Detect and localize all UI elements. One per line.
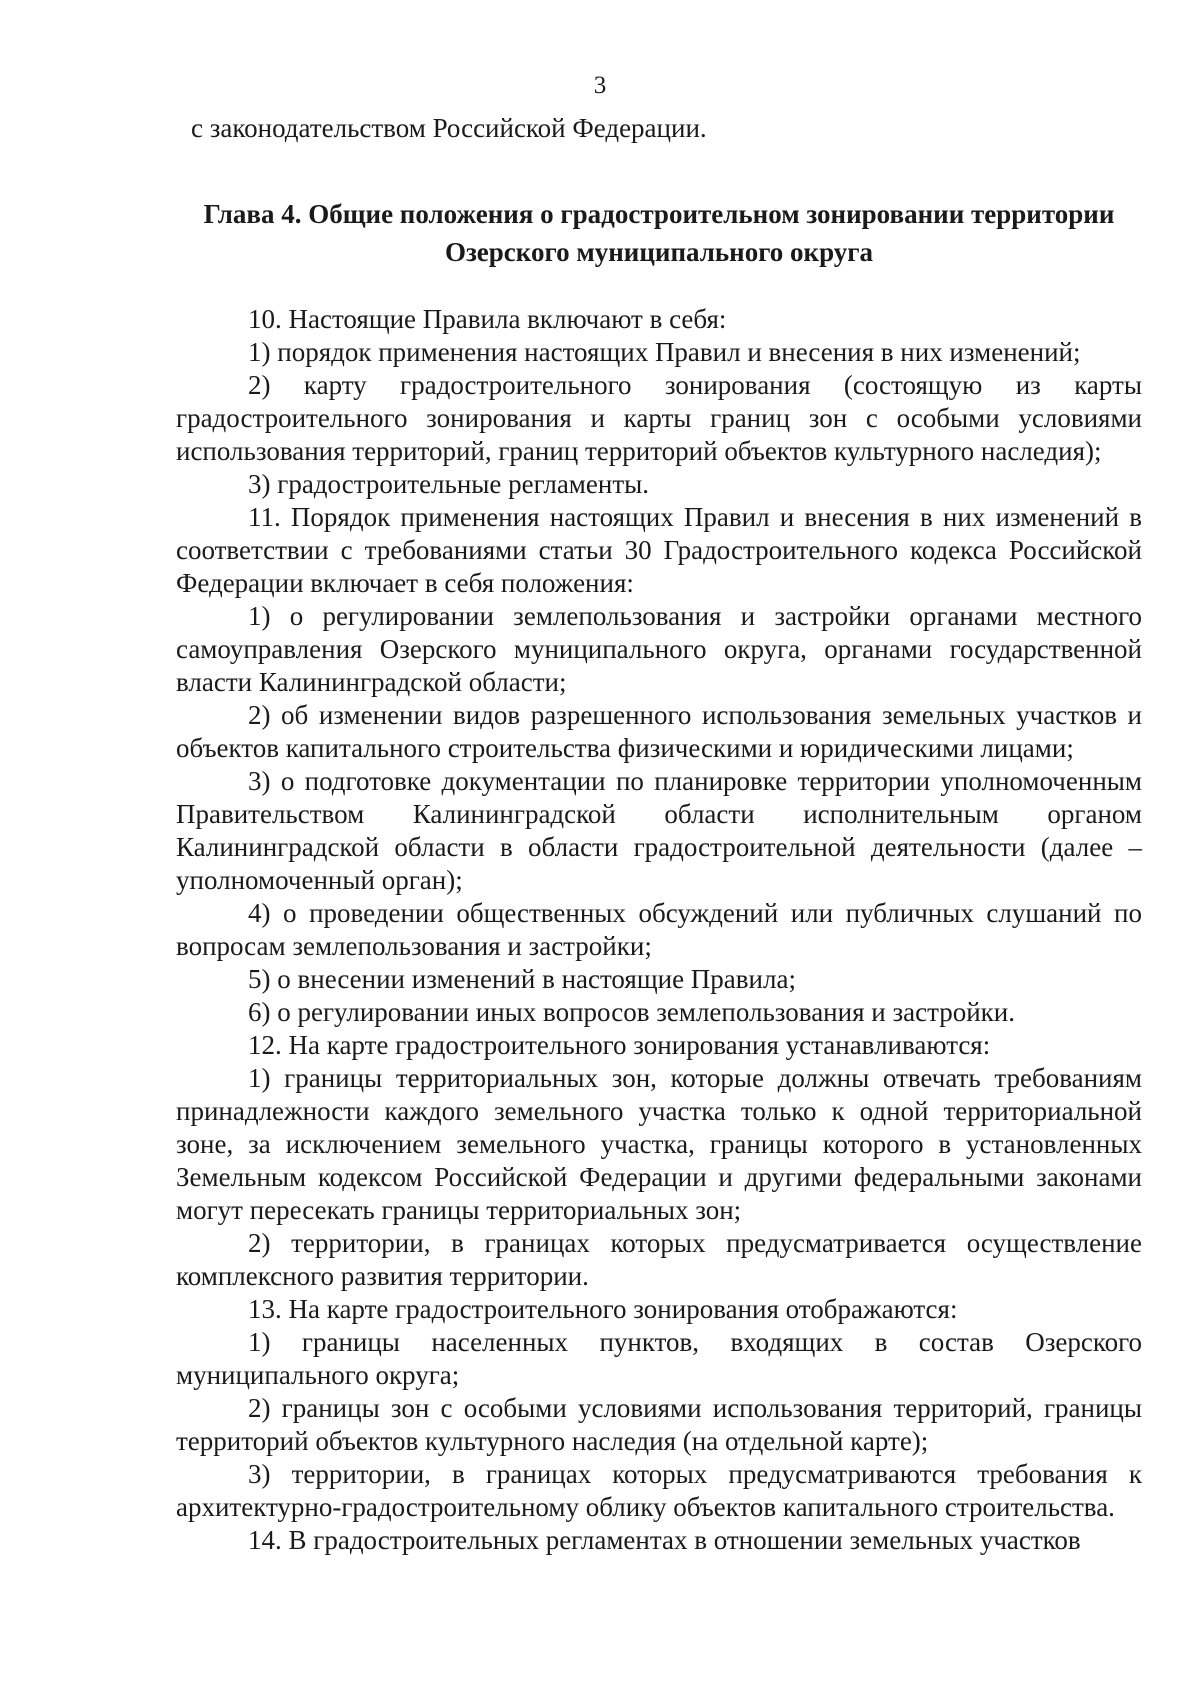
paragraph: 14. В градостроительных регламентах в отношении земельных участков bbox=[248, 1525, 1081, 1555]
page-number: 3 bbox=[593, 72, 607, 99]
paragraph: 1) границы территориальных зон, которые должны отвечать требованиям принадлежности каждого земельного участка только к одной территориальной зоне, за исключением земельного участка, границы которого в установленных Земельным кодексом Российской Федерации и другими федеральными законами могут пересекать границы территориальных зон; bbox=[176, 1063, 1142, 1225]
paragraph: 2) границы зон с особыми условиями использования территорий, границы территорий объектов культурного наследия (на отдельной карте); bbox=[176, 1393, 1142, 1456]
paragraph: 1) о регулировании землепользования и застройки органами местного самоуправления Озерского муниципального округа, органами государственной власти Калининградской области; bbox=[176, 601, 1142, 697]
paragraph: 1) границы населенных пунктов, входящих в состав Озерского муниципального округа; bbox=[176, 1327, 1142, 1390]
paragraph: 3) градостроительные регламенты. bbox=[248, 469, 650, 499]
paragraph: 13. На карте градостроительного зонирования отображаются: bbox=[248, 1294, 958, 1324]
document-body bbox=[176, 112, 1142, 1557]
paragraph: 2) карту градостроительного зонирования (состоящую из карты градостроительного зонирования и карты границ зон с особыми условиями использования территорий, границ территорий объектов культурного наследия); bbox=[176, 370, 1142, 466]
paragraph: 2) территории, в границах которых предусматривается осуществление комплексного развития территории. bbox=[176, 1228, 1142, 1291]
paragraph: 6) о регулировании иных вопросов землепользования и застройки. bbox=[248, 997, 1015, 1027]
continuation-text: с законодательством Российской Федерации. bbox=[191, 113, 707, 143]
paragraph: 1) порядок применения настоящих Правил и внесения в них изменений; bbox=[248, 337, 1081, 367]
paragraph: 10. Настоящие Правила включают в себя: bbox=[248, 304, 727, 334]
paragraph: 2) об изменении видов разрешенного использования земельных участков и объектов капитального строительства физическими и юридическими лицами; bbox=[176, 700, 1142, 763]
chapter-heading-line-1: Глава 4. Общие положения о градостроительном зонировании территории bbox=[203, 199, 1115, 229]
paragraph: 5) о внесении изменений в настоящие Правила; bbox=[248, 964, 796, 994]
paragraph: 12. На карте градостроительного зонирования устанавливаются: bbox=[248, 1030, 991, 1060]
paragraph: 11. Порядок применения настоящих Правил и внесения в них изменений в соответствии с требованиями статьи 30 Градостроительного кодекса Российской Федерации включает в себя положения: bbox=[176, 502, 1142, 598]
paragraph: 3) о подготовке документации по планировке территории уполномоченным Правительством Калининградской области исполнительным органом Калининградской области в области градостроительной деятельности (далее – уполномоченный орган); bbox=[176, 766, 1142, 895]
paragraph: 3) территории, в границах которых предусматриваются требования к архитектурно-градостроительному облику объектов капитального строительства. bbox=[176, 1459, 1142, 1522]
chapter-heading-line-2: Озерского муниципального округа bbox=[444, 237, 874, 267]
chapter-heading bbox=[176, 195, 1142, 271]
paragraph: 4) о проведении общественных обсуждений или публичных слушаний по вопросам землепользования и застройки; bbox=[176, 898, 1142, 961]
